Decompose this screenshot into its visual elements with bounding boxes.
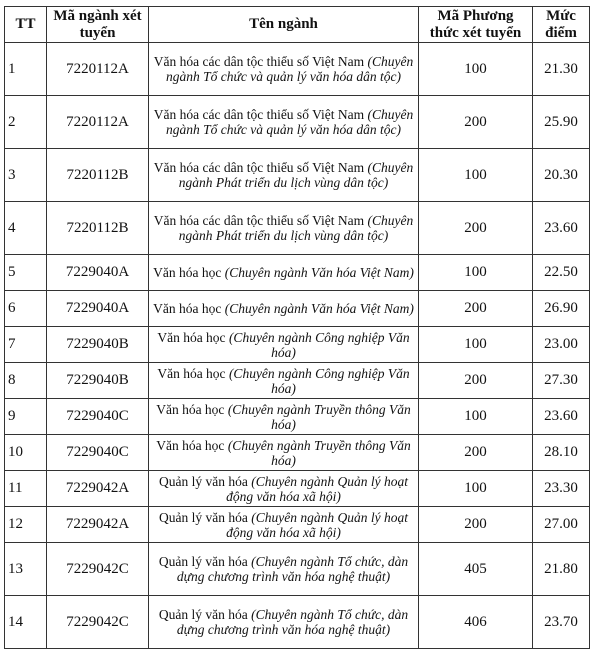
- major-main-name: Quản lý văn hóa: [158, 607, 248, 622]
- table-row: [5, 202, 590, 255]
- major-name: [149, 435, 419, 471]
- table-row: [5, 96, 590, 149]
- method-code: 100: [419, 43, 533, 96]
- row-number: 7: [5, 327, 47, 363]
- major-main-name: Quản lý văn hóa: [159, 509, 248, 525]
- method-code: 100: [419, 255, 533, 291]
- major-code: 7229040C: [47, 435, 149, 471]
- major-code: 7229040A: [47, 291, 149, 327]
- row-number: 5: [5, 255, 47, 291]
- score-value: 21.30: [533, 43, 590, 96]
- row-number: 2: [5, 96, 47, 149]
- table-row: [5, 327, 590, 363]
- score-value: 22.50: [533, 255, 590, 291]
- major-code: 7229042A: [47, 471, 149, 507]
- method-code: 200: [419, 291, 533, 327]
- row-number: 13: [5, 543, 47, 596]
- row-number: 8: [5, 363, 47, 399]
- major-main-name: Quản lý văn hóa: [159, 473, 248, 489]
- table-row: [5, 471, 590, 507]
- header-code: Mã ngành xét tuyển: [47, 7, 149, 43]
- major-main-name: Văn hóa học: [157, 329, 226, 345]
- score-value: 27.30: [533, 363, 590, 399]
- major-name: [149, 96, 419, 149]
- score-value: 23.00: [533, 327, 590, 363]
- score-value: 23.30: [533, 471, 590, 507]
- major-name: [149, 399, 419, 435]
- row-number: 11: [5, 471, 47, 507]
- major-code: 7229040C: [47, 399, 149, 435]
- major-main-name: Văn hóa học: [153, 265, 222, 280]
- major-main-name: Văn hóa các dân tộc thiểu số Việt Nam: [153, 160, 365, 175]
- method-code: 200: [419, 96, 533, 149]
- method-code: 100: [419, 149, 533, 202]
- row-number: 4: [5, 202, 47, 255]
- major-main-name: Văn hóa học: [157, 365, 226, 381]
- score-value: 23.70: [533, 596, 590, 649]
- row-number: 3: [5, 149, 47, 202]
- major-name: [149, 291, 419, 327]
- method-code: 200: [419, 435, 533, 471]
- major-name: [149, 507, 419, 543]
- method-code: 100: [419, 399, 533, 435]
- major-specialization: (Chuyên ngành Tổ chức và quản lý văn hóa dân tộc): [166, 54, 414, 84]
- header-score: Mức điểm: [533, 7, 590, 43]
- major-code: 7229042C: [47, 543, 149, 596]
- method-code: 100: [419, 471, 533, 507]
- major-name: [149, 43, 419, 96]
- table-row: [5, 149, 590, 202]
- table-row: [5, 255, 590, 291]
- major-main-name: Quản lý văn hóa: [158, 554, 248, 569]
- major-main-name: Văn hóa học: [153, 301, 222, 316]
- score-value: 27.00: [533, 507, 590, 543]
- table-row: [5, 291, 590, 327]
- major-main-name: Văn hóa các dân tộc thiểu số Việt Nam: [153, 107, 365, 122]
- method-code: 200: [419, 507, 533, 543]
- score-value: 25.90: [533, 96, 590, 149]
- row-number: 10: [5, 435, 47, 471]
- row-number: 12: [5, 507, 47, 543]
- major-name: [149, 202, 419, 255]
- score-value: 26.90: [533, 291, 590, 327]
- major-code: 7229040B: [47, 363, 149, 399]
- major-specialization: (Chuyên ngành Quản lý hoạt động văn hóa xã hội): [226, 473, 408, 504]
- major-specialization: (Chuyên ngành Tổ chức và quản lý văn hóa dân tộc): [166, 107, 414, 137]
- major-specialization: (Chuyên ngành Công nghiệp Văn hóa): [228, 365, 410, 396]
- row-number: 1: [5, 43, 47, 96]
- major-specialization: (Chuyên ngành Phát triển du lịch vùng dân tộc): [178, 160, 414, 190]
- major-main-name: Văn hóa các dân tộc thiểu số Việt Nam: [153, 54, 365, 69]
- table-header-row: [5, 7, 590, 43]
- score-value: 21.80: [533, 543, 590, 596]
- score-value: 23.60: [533, 399, 590, 435]
- major-specialization: (Chuyên ngành Truyền thông Văn hóa): [227, 401, 411, 432]
- major-code: 7220112B: [47, 149, 149, 202]
- table-row: [5, 596, 590, 649]
- major-specialization: (Chuyên ngành Quản lý hoạt động văn hóa xã hội): [226, 509, 408, 540]
- method-code: 200: [419, 363, 533, 399]
- row-number: 14: [5, 596, 47, 649]
- major-code: 7229042A: [47, 507, 149, 543]
- major-main-name: Văn hóa các dân tộc thiểu số Việt Nam: [153, 213, 365, 228]
- major-specialization: (Chuyên ngành Tổ chức, dàn dựng chương trình văn hóa nghệ thuật): [176, 554, 409, 584]
- method-code: 406: [419, 596, 533, 649]
- major-specialization: (Chuyên ngành Truyền thông Văn hóa): [227, 437, 411, 468]
- major-code: 7229040A: [47, 255, 149, 291]
- major-name: [149, 596, 419, 649]
- major-specialization: (Chuyên ngành Công nghiệp Văn hóa): [228, 329, 410, 360]
- table-row: [5, 399, 590, 435]
- major-specialization: (Chuyên ngành Phát triển du lịch vùng dân tộc): [178, 213, 414, 243]
- table-row: [5, 363, 590, 399]
- major-specialization: (Chuyên ngành Văn hóa Việt Nam): [224, 265, 414, 280]
- major-main-name: Văn hóa học: [156, 437, 225, 453]
- major-name: [149, 149, 419, 202]
- method-code: 200: [419, 202, 533, 255]
- major-code: 7229042C: [47, 596, 149, 649]
- header-tt: TT: [5, 7, 47, 43]
- table-row: [5, 435, 590, 471]
- major-specialization: (Chuyên ngành Văn hóa Việt Nam): [224, 301, 414, 316]
- major-code: 7220112B: [47, 202, 149, 255]
- major-name: [149, 363, 419, 399]
- major-name: [149, 327, 419, 363]
- score-value: 28.10: [533, 435, 590, 471]
- header-method: Mã Phương thức xét tuyển: [419, 7, 533, 43]
- major-specialization: (Chuyên ngành Tổ chức, dàn dựng chương trình văn hóa nghệ thuật): [176, 607, 409, 637]
- score-value: 20.30: [533, 149, 590, 202]
- row-number: 9: [5, 399, 47, 435]
- table-row: [5, 43, 590, 96]
- major-main-name: Văn hóa học: [156, 401, 225, 417]
- admission-scores-table: [4, 6, 590, 649]
- method-code: 100: [419, 327, 533, 363]
- row-number: 6: [5, 291, 47, 327]
- major-code: 7229040B: [47, 327, 149, 363]
- major-name: [149, 543, 419, 596]
- major-name: [149, 471, 419, 507]
- method-code: 405: [419, 543, 533, 596]
- major-name: [149, 255, 419, 291]
- table-row: [5, 507, 590, 543]
- table-row: [5, 543, 590, 596]
- score-value: 23.60: [533, 202, 590, 255]
- header-name: Tên ngành: [149, 7, 419, 43]
- major-code: 7220112A: [47, 96, 149, 149]
- major-code: 7220112A: [47, 43, 149, 96]
